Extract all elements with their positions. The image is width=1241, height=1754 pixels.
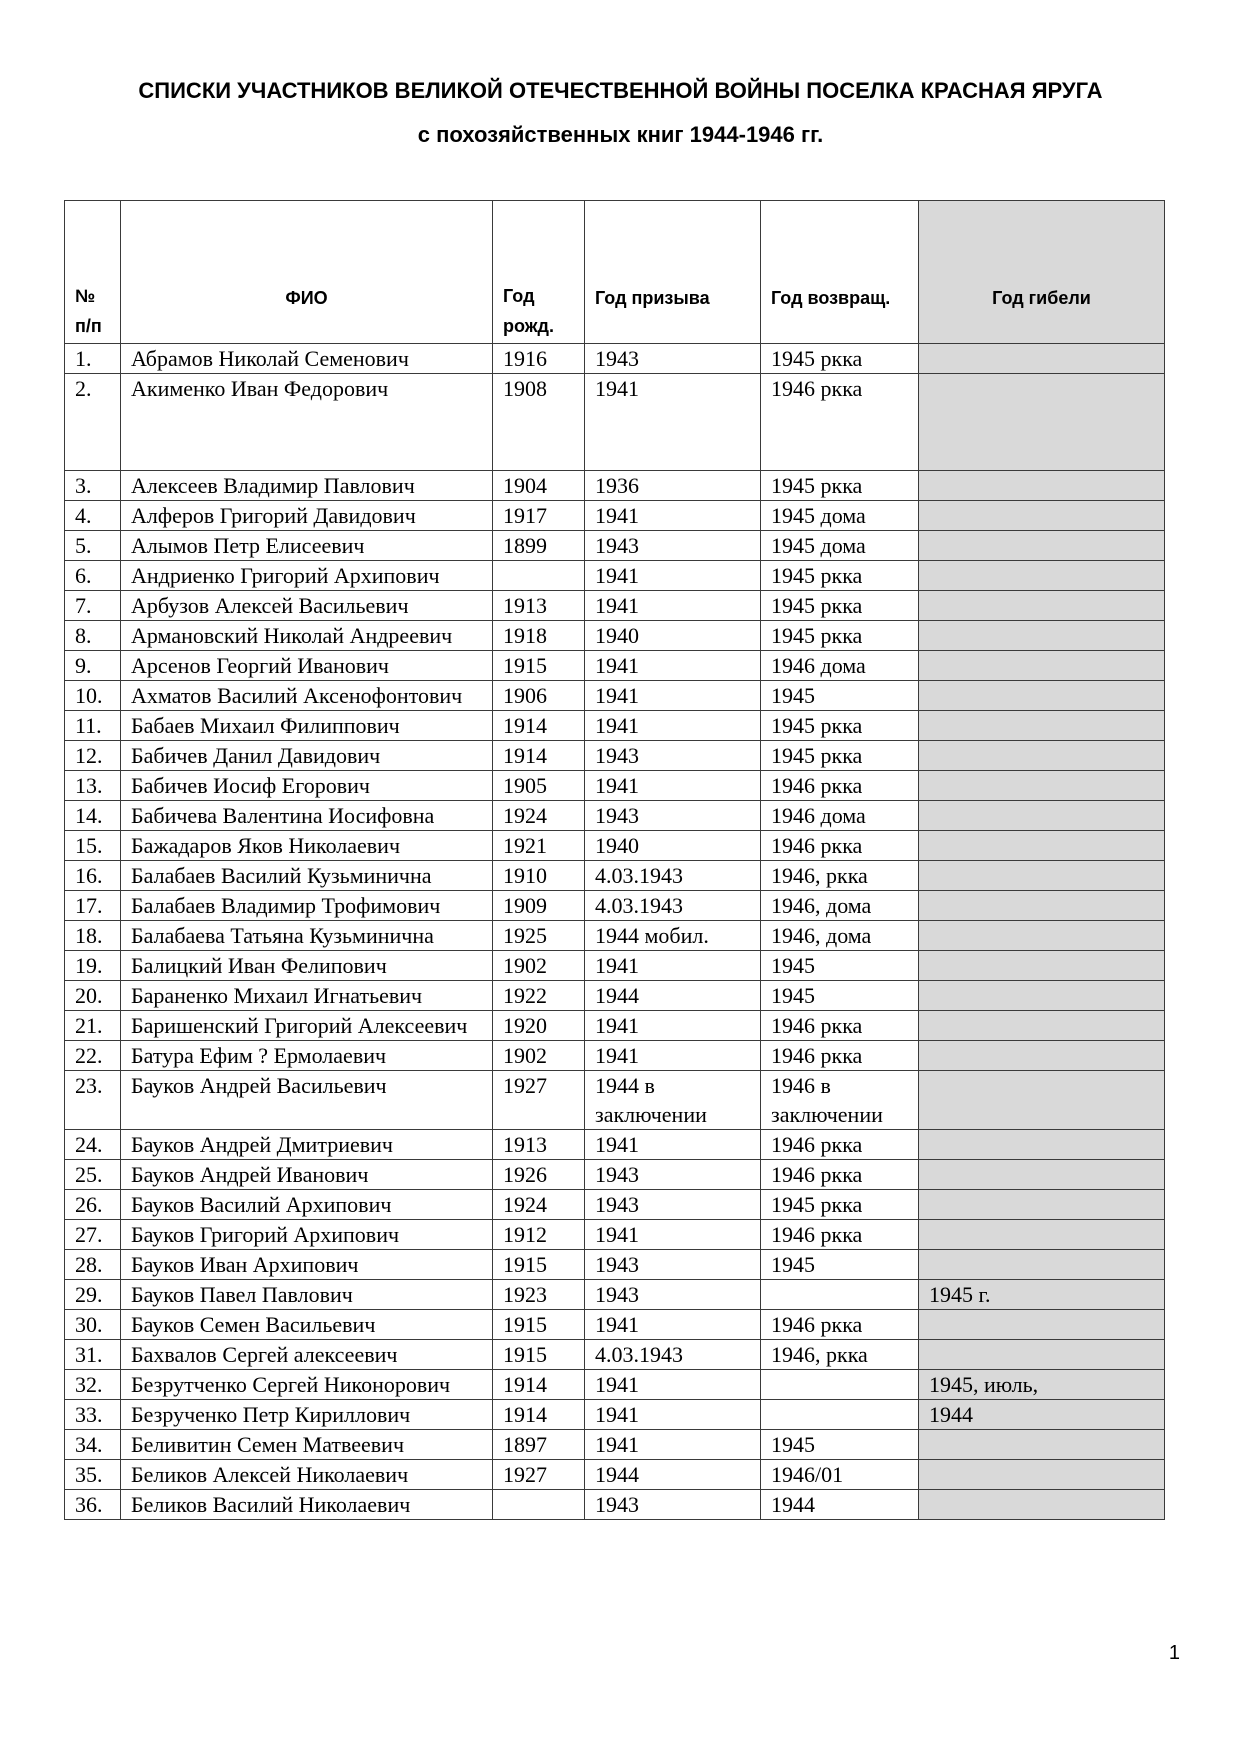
table-row bbox=[65, 1011, 1165, 1041]
cell-death-year bbox=[919, 1160, 1165, 1190]
cell-return-year: 1946/01 bbox=[761, 1460, 919, 1490]
table-row bbox=[65, 681, 1165, 711]
cell-death-year bbox=[919, 831, 1165, 861]
cell-draft-year: 1941 bbox=[585, 651, 761, 681]
cell-birth-year: 1906 bbox=[493, 681, 585, 711]
cell-birth-year: 1910 bbox=[493, 861, 585, 891]
table-row bbox=[65, 501, 1165, 531]
cell-return-year: 1945 bbox=[761, 1430, 919, 1460]
cell-return-year: 1946 ркка bbox=[761, 1310, 919, 1340]
cell-birth-year: 1908 bbox=[493, 374, 585, 471]
cell-number: 12. bbox=[65, 741, 121, 771]
cell-return-year: 1945 bbox=[761, 951, 919, 981]
cell-number: 4. bbox=[65, 501, 121, 531]
cell-birth-year: 1915 bbox=[493, 1250, 585, 1280]
cell-birth-year: 1899 bbox=[493, 531, 585, 561]
cell-death-year bbox=[919, 651, 1165, 681]
table-row bbox=[65, 561, 1165, 591]
cell-return-year bbox=[761, 1400, 919, 1430]
cell-return-year: 1946 ркка bbox=[761, 1130, 919, 1160]
table-row bbox=[65, 374, 1165, 471]
cell-death-year bbox=[919, 561, 1165, 591]
cell-number: 5. bbox=[65, 531, 121, 561]
cell-number: 1. bbox=[65, 344, 121, 374]
cell-draft-year: 1941 bbox=[585, 561, 761, 591]
cell-number: 16. bbox=[65, 861, 121, 891]
table-row bbox=[65, 1071, 1165, 1130]
cell-fio: Ахматов Василий Аксенофонтович bbox=[121, 681, 493, 711]
table-row bbox=[65, 951, 1165, 981]
cell-draft-year: 1943 bbox=[585, 1160, 761, 1190]
cell-fio: Беливитин Семен Матвеевич bbox=[121, 1430, 493, 1460]
cell-birth-year: 1924 bbox=[493, 801, 585, 831]
cell-birth-year: 1913 bbox=[493, 591, 585, 621]
cell-draft-year: 1941 bbox=[585, 1400, 761, 1430]
cell-death-year bbox=[919, 801, 1165, 831]
cell-death-year: 1945 г. bbox=[919, 1280, 1165, 1310]
cell-birth-year: 1905 bbox=[493, 771, 585, 801]
cell-return-year: 1946 ркка bbox=[761, 1160, 919, 1190]
cell-number: 32. bbox=[65, 1370, 121, 1400]
cell-fio: Балабаев Владимир Трофимович bbox=[121, 891, 493, 921]
cell-birth-year: 1914 bbox=[493, 711, 585, 741]
cell-death-year bbox=[919, 921, 1165, 951]
cell-number: 10. bbox=[65, 681, 121, 711]
table-row bbox=[65, 1160, 1165, 1190]
cell-death-year bbox=[919, 1250, 1165, 1280]
cell-number: 22. bbox=[65, 1041, 121, 1071]
cell-draft-year: 4.03.1943 bbox=[585, 891, 761, 921]
cell-number: 36. bbox=[65, 1490, 121, 1520]
cell-number: 18. bbox=[65, 921, 121, 951]
cell-draft-year: 4.03.1943 bbox=[585, 861, 761, 891]
cell-death-year bbox=[919, 471, 1165, 501]
cell-return-year: 1945 ркка bbox=[761, 344, 919, 374]
cell-death-year bbox=[919, 981, 1165, 1011]
cell-fio: Беликов Василий Николаевич bbox=[121, 1490, 493, 1520]
cell-return-year: 1945 ркка bbox=[761, 591, 919, 621]
cell-death-year: 1945, июль, bbox=[919, 1370, 1165, 1400]
cell-number: 21. bbox=[65, 1011, 121, 1041]
cell-return-year: 1945 bbox=[761, 981, 919, 1011]
col-header-death-year: Год гибели bbox=[919, 201, 1165, 344]
table-row bbox=[65, 861, 1165, 891]
cell-return-year: 1945 дома bbox=[761, 531, 919, 561]
cell-number: 35. bbox=[65, 1460, 121, 1490]
cell-fio: Бауков Андрей Иванович bbox=[121, 1160, 493, 1190]
cell-death-year bbox=[919, 1071, 1165, 1130]
cell-draft-year: 1941 bbox=[585, 1220, 761, 1250]
cell-birth-year: 1904 bbox=[493, 471, 585, 501]
participants-table bbox=[64, 200, 1165, 1520]
cell-death-year bbox=[919, 1220, 1165, 1250]
cell-birth-year: 1918 bbox=[493, 621, 585, 651]
cell-fio: Алымов Петр Елисеевич bbox=[121, 531, 493, 561]
cell-death-year bbox=[919, 344, 1165, 374]
cell-fio: Арбузов Алексей Васильевич bbox=[121, 591, 493, 621]
cell-death-year bbox=[919, 1310, 1165, 1340]
cell-fio: Бахвалов Сергей алексеевич bbox=[121, 1340, 493, 1370]
cell-birth-year: 1922 bbox=[493, 981, 585, 1011]
cell-death-year bbox=[919, 681, 1165, 711]
cell-draft-year: 1936 bbox=[585, 471, 761, 501]
cell-birth-year: 1925 bbox=[493, 921, 585, 951]
cell-draft-year: 1941 bbox=[585, 374, 761, 471]
table-row bbox=[65, 1130, 1165, 1160]
cell-draft-year: 1944 мобил. bbox=[585, 921, 761, 951]
cell-death-year bbox=[919, 1460, 1165, 1490]
cell-number: 8. bbox=[65, 621, 121, 651]
col-header-birth-line1: Год bbox=[503, 286, 535, 306]
cell-fio: Бабаев Михаил Филиппович bbox=[121, 711, 493, 741]
cell-fio: Бауков Семен Васильевич bbox=[121, 1310, 493, 1340]
cell-death-year bbox=[919, 1430, 1165, 1460]
cell-draft-year: 1941 bbox=[585, 951, 761, 981]
col-header-number-line2: п/п bbox=[75, 316, 102, 336]
cell-return-year: 1946 ркка bbox=[761, 831, 919, 861]
cell-return-year: 1946 ркка bbox=[761, 1011, 919, 1041]
table-row bbox=[65, 1041, 1165, 1071]
cell-birth-year: 1914 bbox=[493, 1370, 585, 1400]
cell-number: 19. bbox=[65, 951, 121, 981]
table-row bbox=[65, 1250, 1165, 1280]
cell-death-year bbox=[919, 771, 1165, 801]
cell-return-year: 1945 ркка bbox=[761, 711, 919, 741]
table-row bbox=[65, 651, 1165, 681]
cell-fio: Бауков Григорий Архипович bbox=[121, 1220, 493, 1250]
table-row bbox=[65, 1190, 1165, 1220]
cell-draft-year: 1944 bbox=[585, 1460, 761, 1490]
cell-death-year bbox=[919, 621, 1165, 651]
cell-return-year: 1946 ркка bbox=[761, 1041, 919, 1071]
cell-fio: Батура Ефим ? Ермолаевич bbox=[121, 1041, 493, 1071]
cell-birth-year: 1902 bbox=[493, 951, 585, 981]
cell-draft-year: 1941 bbox=[585, 711, 761, 741]
col-header-return-year: Год возвращ. bbox=[761, 201, 919, 344]
col-header-number bbox=[65, 201, 121, 344]
cell-death-year: 1944 bbox=[919, 1400, 1165, 1430]
cell-death-year bbox=[919, 1011, 1165, 1041]
cell-draft-year: 1943 bbox=[585, 1190, 761, 1220]
cell-return-year: 1946 дома bbox=[761, 651, 919, 681]
cell-death-year bbox=[919, 1130, 1165, 1160]
table-row bbox=[65, 621, 1165, 651]
cell-death-year bbox=[919, 861, 1165, 891]
cell-birth-year: 1914 bbox=[493, 1400, 585, 1430]
cell-number: 30. bbox=[65, 1310, 121, 1340]
cell-return-year: 1945 bbox=[761, 681, 919, 711]
cell-draft-year: 1943 bbox=[585, 1490, 761, 1520]
cell-fio: Беликов Алексей Николаевич bbox=[121, 1460, 493, 1490]
cell-draft-year: 1940 bbox=[585, 621, 761, 651]
cell-number: 13. bbox=[65, 771, 121, 801]
cell-return-year: 1944 bbox=[761, 1490, 919, 1520]
cell-fio: Бабичев Данил Давидович bbox=[121, 741, 493, 771]
cell-fio: Бауков Иван Архипович bbox=[121, 1250, 493, 1280]
cell-death-year bbox=[919, 741, 1165, 771]
cell-fio: Безрученко Петр Кириллович bbox=[121, 1400, 493, 1430]
cell-birth-year: 1927 bbox=[493, 1460, 585, 1490]
table-row bbox=[65, 1370, 1165, 1400]
col-header-birth-line2: рожд. bbox=[503, 316, 554, 336]
cell-fio: Акименко Иван Федорович bbox=[121, 374, 493, 471]
table-row bbox=[65, 981, 1165, 1011]
cell-death-year bbox=[919, 1340, 1165, 1370]
cell-death-year bbox=[919, 1190, 1165, 1220]
cell-fio: Безрутченко Сергей Никонорович bbox=[121, 1370, 493, 1400]
cell-birth-year: 1916 bbox=[493, 344, 585, 374]
cell-return-year: 1946 ркка bbox=[761, 771, 919, 801]
table-row bbox=[65, 891, 1165, 921]
cell-draft-year: 1941 bbox=[585, 1130, 761, 1160]
cell-fio: Андриенко Григорий Архипович bbox=[121, 561, 493, 591]
cell-return-year bbox=[761, 1280, 919, 1310]
cell-return-year: 1946, ркка bbox=[761, 1340, 919, 1370]
cell-fio: Алексеев Владимир Павлович bbox=[121, 471, 493, 501]
table-row bbox=[65, 1220, 1165, 1250]
table-row bbox=[65, 831, 1165, 861]
cell-fio: Бажадаров Яков Николаевич bbox=[121, 831, 493, 861]
cell-fio: Алферов Григорий Давидович bbox=[121, 501, 493, 531]
cell-birth-year: 1915 bbox=[493, 651, 585, 681]
document-subtitle: с похозяйственных книг 1944-1946 гг. bbox=[417, 122, 824, 147]
cell-number: 34. bbox=[65, 1430, 121, 1460]
cell-death-year bbox=[919, 1041, 1165, 1071]
table-row bbox=[65, 1310, 1165, 1340]
cell-return-year: 1946, ркка bbox=[761, 861, 919, 891]
cell-draft-year: 1941 bbox=[585, 1430, 761, 1460]
cell-birth-year: 1897 bbox=[493, 1430, 585, 1460]
cell-birth-year: 1920 bbox=[493, 1011, 585, 1041]
table-row bbox=[65, 591, 1165, 621]
cell-return-year: 1945 bbox=[761, 1250, 919, 1280]
table-body bbox=[65, 344, 1165, 1520]
cell-birth-year: 1927 bbox=[493, 1071, 585, 1130]
cell-return-year: 1946 в заключении bbox=[761, 1071, 919, 1130]
cell-draft-year: 1941 bbox=[585, 591, 761, 621]
cell-number: 2. bbox=[65, 374, 121, 471]
cell-fio: Бауков Андрей Васильевич bbox=[121, 1071, 493, 1130]
table-row bbox=[65, 344, 1165, 374]
cell-draft-year: 1943 bbox=[585, 344, 761, 374]
cell-draft-year: 4.03.1943 bbox=[585, 1340, 761, 1370]
cell-number: 25. bbox=[65, 1160, 121, 1190]
cell-return-year: 1945 ркка bbox=[761, 621, 919, 651]
cell-death-year bbox=[919, 591, 1165, 621]
cell-return-year: 1945 ркка bbox=[761, 471, 919, 501]
cell-return-year bbox=[761, 1370, 919, 1400]
cell-birth-year: 1913 bbox=[493, 1130, 585, 1160]
col-header-fio: ФИО bbox=[121, 201, 493, 344]
cell-number: 28. bbox=[65, 1250, 121, 1280]
table-row bbox=[65, 771, 1165, 801]
cell-fio: Бауков Василий Архипович bbox=[121, 1190, 493, 1220]
cell-fio: Арсенов Георгий Иванович bbox=[121, 651, 493, 681]
cell-birth-year: 1917 bbox=[493, 501, 585, 531]
cell-death-year bbox=[919, 891, 1165, 921]
cell-fio: Бауков Андрей Дмитриевич bbox=[121, 1130, 493, 1160]
cell-fio: Балабаев Василий Кузьминична bbox=[121, 861, 493, 891]
cell-birth-year: 1923 bbox=[493, 1280, 585, 1310]
cell-fio: Балицкий Иван Фелипович bbox=[121, 951, 493, 981]
cell-fio: Бауков Павел Павлович bbox=[121, 1280, 493, 1310]
cell-death-year bbox=[919, 951, 1165, 981]
table-row bbox=[65, 921, 1165, 951]
col-header-number-line1: № bbox=[75, 286, 96, 306]
cell-birth-year bbox=[493, 561, 585, 591]
cell-number: 7. bbox=[65, 591, 121, 621]
cell-number: 11. bbox=[65, 711, 121, 741]
cell-draft-year: 1943 bbox=[585, 1280, 761, 1310]
cell-birth-year bbox=[493, 1490, 585, 1520]
cell-number: 20. bbox=[65, 981, 121, 1011]
table-row bbox=[65, 741, 1165, 771]
cell-number: 3. bbox=[65, 471, 121, 501]
cell-return-year: 1945 дома bbox=[761, 501, 919, 531]
table-row bbox=[65, 1340, 1165, 1370]
cell-number: 17. bbox=[65, 891, 121, 921]
col-header-birth-year bbox=[493, 201, 585, 344]
cell-draft-year: 1941 bbox=[585, 1041, 761, 1071]
cell-draft-year: 1941 bbox=[585, 1310, 761, 1340]
cell-birth-year: 1915 bbox=[493, 1340, 585, 1370]
cell-draft-year: 1941 bbox=[585, 771, 761, 801]
col-header-draft-year: Год призыва bbox=[585, 201, 761, 344]
cell-draft-year: 1944 bbox=[585, 981, 761, 1011]
cell-number: 23. bbox=[65, 1071, 121, 1130]
cell-number: 31. bbox=[65, 1340, 121, 1370]
cell-return-year: 1946 дома bbox=[761, 801, 919, 831]
table-row bbox=[65, 531, 1165, 561]
cell-birth-year: 1902 bbox=[493, 1041, 585, 1071]
document-title: СПИСКИ УЧАСТНИКОВ ВЕЛИКОЙ ОТЕЧЕСТВЕННОЙ ВОЙНЫ ПОСЕЛКА КРАСНАЯ ЯРУГА bbox=[138, 78, 1103, 103]
cell-draft-year: 1941 bbox=[585, 681, 761, 711]
cell-number: 14. bbox=[65, 801, 121, 831]
cell-death-year bbox=[919, 374, 1165, 471]
cell-fio: Абрамов Николай Семенович bbox=[121, 344, 493, 374]
cell-birth-year: 1921 bbox=[493, 831, 585, 861]
table-row bbox=[65, 711, 1165, 741]
cell-return-year: 1945 ркка bbox=[761, 1190, 919, 1220]
cell-return-year: 1945 ркка bbox=[761, 561, 919, 591]
table-row bbox=[65, 1490, 1165, 1520]
cell-return-year: 1946, дома bbox=[761, 891, 919, 921]
cell-fio: Бабичев Иосиф Егорович bbox=[121, 771, 493, 801]
cell-return-year: 1946, дома bbox=[761, 921, 919, 951]
cell-death-year bbox=[919, 531, 1165, 561]
cell-fio: Армановский Николай Андреевич bbox=[121, 621, 493, 651]
cell-fio: Баришенский Григорий Алексеевич bbox=[121, 1011, 493, 1041]
cell-return-year: 1946 ркка bbox=[761, 374, 919, 471]
table-row bbox=[65, 801, 1165, 831]
cell-number: 24. bbox=[65, 1130, 121, 1160]
cell-birth-year: 1912 bbox=[493, 1220, 585, 1250]
cell-birth-year: 1915 bbox=[493, 1310, 585, 1340]
cell-fio: Бараненко Михаил Игнатьевич bbox=[121, 981, 493, 1011]
cell-number: 9. bbox=[65, 651, 121, 681]
cell-birth-year: 1909 bbox=[493, 891, 585, 921]
table-row bbox=[65, 471, 1165, 501]
table-row bbox=[65, 1430, 1165, 1460]
cell-number: 33. bbox=[65, 1400, 121, 1430]
table-row bbox=[65, 1400, 1165, 1430]
cell-draft-year: 1941 bbox=[585, 501, 761, 531]
cell-draft-year: 1941 bbox=[585, 1370, 761, 1400]
cell-fio: Балабаева Татьяна Кузьминична bbox=[121, 921, 493, 951]
cell-birth-year: 1924 bbox=[493, 1190, 585, 1220]
cell-number: 26. bbox=[65, 1190, 121, 1220]
cell-return-year: 1945 ркка bbox=[761, 741, 919, 771]
cell-birth-year: 1914 bbox=[493, 741, 585, 771]
cell-number: 29. bbox=[65, 1280, 121, 1310]
cell-draft-year: 1943 bbox=[585, 1250, 761, 1280]
cell-draft-year: 1943 bbox=[585, 741, 761, 771]
cell-draft-year: 1943 bbox=[585, 531, 761, 561]
cell-death-year bbox=[919, 1490, 1165, 1520]
cell-draft-year: 1943 bbox=[585, 801, 761, 831]
table-header-row bbox=[65, 201, 1165, 344]
cell-death-year bbox=[919, 501, 1165, 531]
cell-number: 15. bbox=[65, 831, 121, 861]
cell-draft-year: 1944 в заключении bbox=[585, 1071, 761, 1130]
cell-fio: Бабичева Валентина Иосифовна bbox=[121, 801, 493, 831]
cell-draft-year: 1941 bbox=[585, 1011, 761, 1041]
cell-number: 27. bbox=[65, 1220, 121, 1250]
table-row bbox=[65, 1280, 1165, 1310]
table-row bbox=[65, 1460, 1165, 1490]
cell-return-year: 1946 ркка bbox=[761, 1220, 919, 1250]
cell-death-year bbox=[919, 711, 1165, 741]
cell-number: 6. bbox=[65, 561, 121, 591]
page-number: 1 bbox=[1168, 1642, 1180, 1664]
cell-birth-year: 1926 bbox=[493, 1160, 585, 1190]
cell-draft-year: 1940 bbox=[585, 831, 761, 861]
